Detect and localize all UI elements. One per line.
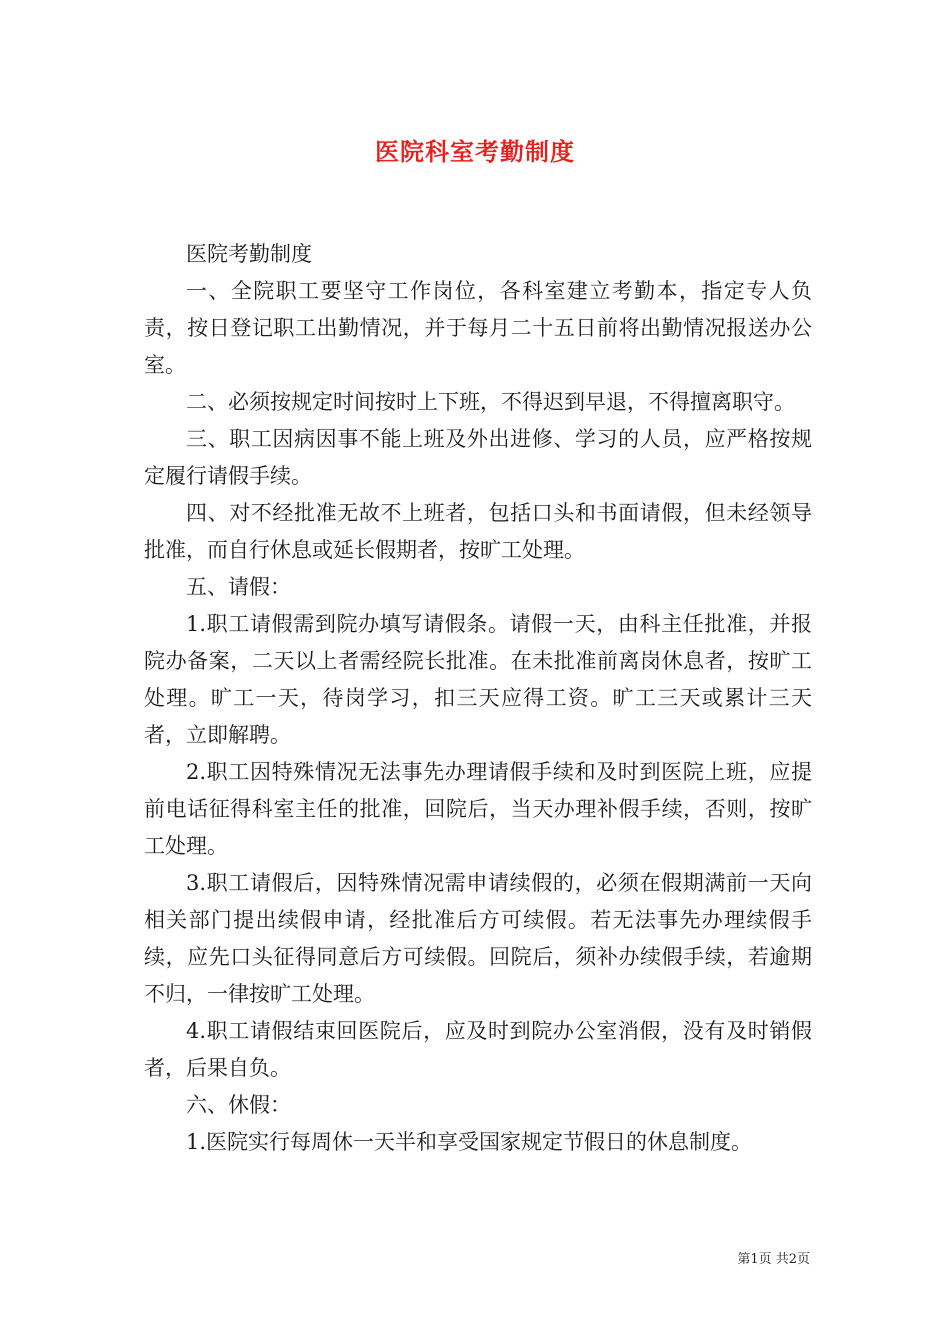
paragraph-heading: 医院考勤制度 (186, 242, 312, 266)
paragraph-5-4: 4.职工请假结束回医院后，应及时到院办公室消假，没有及时销假者，后果自负。 (144, 1019, 812, 1080)
paragraph-6-heading: 六、休假： (186, 1093, 291, 1117)
paragraph-1: 一、全院职工要坚守工作岗位，各科室建立考勤本，指定专人负责，按日登记职工出勤情况，并于每月二十五日前将出勤情况报送办公室。 (144, 279, 812, 377)
paragraph-5-3: 3.职工请假后，因特殊情况需申请续假的，必须在假期满前一天向相关部门提出续假申请，经批准后方可续假。若无法事先办理续假手续，应先口头征得同意后方可续假。回院后，须补办续假手续，若逾期不归，一律按旷工处理。 (144, 871, 812, 1006)
paragraph-5-heading: 五、请假： (186, 575, 291, 599)
paragraph-4: 四、对不经批准无故不上班者，包括口头和书面请假，但未经领导批准，而自行休息或延长假期者，按旷工处理。 (144, 501, 812, 562)
paragraph-2: 二、必须按规定时间按时上下班，不得迟到早退，不得擅离职守。 (186, 390, 795, 414)
paragraph-3: 三、职工因病因事不能上班及外出进修、学习的人员，应严格按规定履行请假手续。 (144, 427, 812, 488)
page-number-footer: 第1页 共2页 (737, 1252, 810, 1267)
paragraph-6-1: 1.医院实行每周休一天半和享受国家规定节假日的休息制度。 (186, 1130, 753, 1154)
paragraph-5-2: 2.职工因特殊情况无法事先办理请假手续和及时到医院上班，应提前电话征得科室主任的批准，回院后，当天办理补假手续，否则，按旷工处理。 (144, 760, 812, 858)
paragraph-5-1: 1.职工请假需到院办填写请假条。请假一天，由科主任批准，并报院办备案，二天以上者需经院长批准。在未批准前离岗休息者，按旷工处理。旷工一天，待岗学习，扣三天应得工资。旷工三天或累计三天者，立即解聘。 (144, 612, 812, 747)
page-title: 医院科室考勤制度 (375, 138, 575, 166)
document-body (144, 236, 812, 1161)
